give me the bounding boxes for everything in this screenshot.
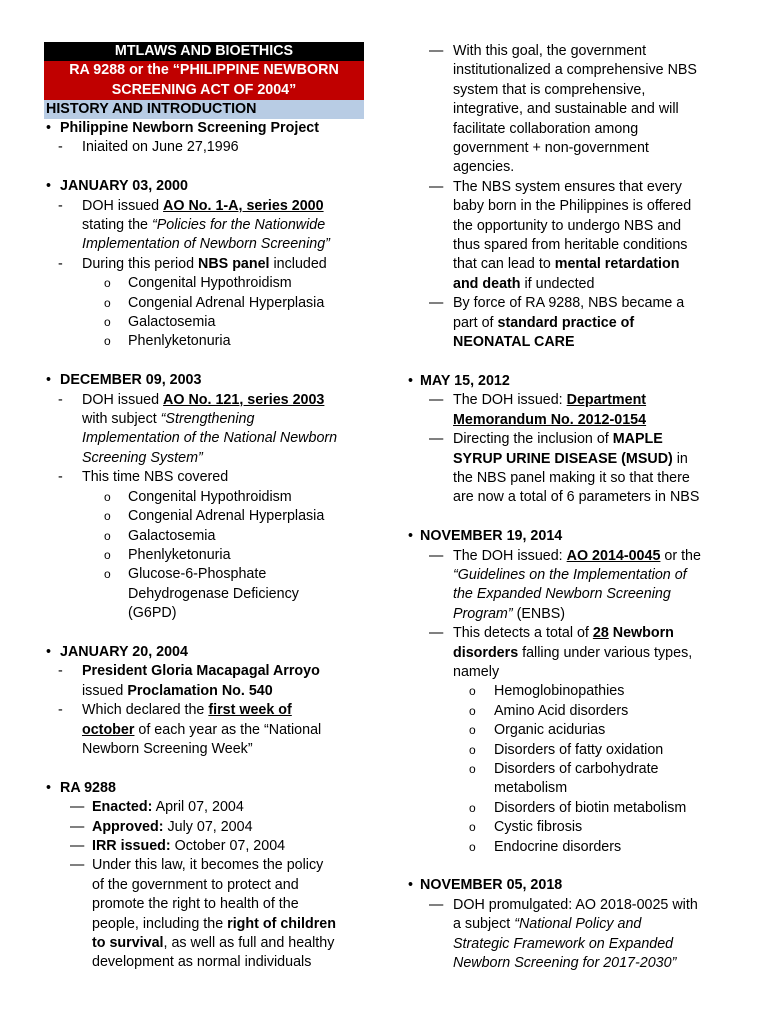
list-item: - During this period NBS panel included xyxy=(58,255,327,272)
list-item: o Galactosemia xyxy=(104,527,216,544)
heading-dec-2003: • DECEMBER 09, 2003 xyxy=(46,372,202,389)
list-item: - President Gloria Macapagal Arroyo xyxy=(58,663,320,680)
heading-ra-9288: • RA 9288 xyxy=(46,779,116,796)
list-item: o Organic acidurias xyxy=(469,722,606,739)
heading-nov-2018: • NOVEMBER 05, 2018 xyxy=(408,877,563,894)
law-title: RA 9288 or the “PHILIPPINE NEWBORN SCREENING ACT OF 2004” xyxy=(44,61,364,100)
list-item: o Galactosemia xyxy=(104,314,216,331)
list-item: o Congenital Hypothroidism xyxy=(104,275,292,292)
list-item: o Hemoglobinopathies xyxy=(469,683,625,700)
list-item: o Phenlyketonuria xyxy=(104,333,231,350)
course-title: MTLAWS AND BIOETHICS xyxy=(44,42,364,61)
heading-jan-2004: • JANUARY 20, 2004 xyxy=(46,643,188,660)
list-item: o Endocrine disorders xyxy=(469,838,622,855)
list-item: — Under this law, it becomes the policy xyxy=(70,857,324,874)
list-item: — IRR issued: October 07, 2004 xyxy=(70,837,286,854)
list-item: — By force of RA 9288, NBS became a xyxy=(429,295,685,312)
right-column: — With this goal, the government institutionalized a comprehensive NBS system that is comprehensive, integrative, and sustainable and will facilitate collaboration among government + non-government agencies. — The NBS system ensures that every baby born in the Philippines is offered the opportunity to undergo NBS and thus spared from heritable conditions that can lead to mental retardation and death if undected — By force of RA 9288, NBS became a part of standard practice of NEONATAL CARE • MAY 15, 2012 — The DOH issued: Department Memorandum No. 2012-0154 — Directing the inclusion of MAPLE SYRUP URINE DISEASE (MSUD) in the NBS panel making it so that there are now a total of 6 parameters in NBS • NOVEMBER 19, 2014 — The DOH issued: AO 2014-0045 or the “Guidelines on the Implementation of the Expanded Newborn Screening Program” (ENBS) — This detects a total of 28 Newborn disorders falling under various types, namely o Hemoglobinopathies o Amino Acid disorders o Organic acidurias o Disorders of fatty oxidation o Disorders of carbohydrate metabolism o Disorders of biotin metabolism o Cystic fibrosis o Endocrine disorders • NOVEMBER 05, 2018 — DOH promulgated: AO 2018-0025 with a subject “National Policy and Strategic Framework on Expanded Newborn Screening for 2017-2030” xyxy=(402,42,732,973)
list-item: o Amino Acid disorders xyxy=(469,702,629,719)
heading-nbs-project: • Philippine Newborn Screening Project xyxy=(46,120,319,136)
list-item: — The DOH issued: AO 2014-0045 or the xyxy=(429,547,701,564)
section-title: HISTORY AND INTRODUCTION xyxy=(44,100,364,119)
list-item: — This detects a total of 28 Newborn xyxy=(429,625,674,642)
list-item: o Glucose-6-Phosphate xyxy=(104,566,267,583)
list-item: o Congenial Adrenal Hyperplasia xyxy=(104,294,325,311)
left-column: MTLAWS AND BIOETHICS RA 9288 or the “PHILIPPINE NEWBORN SCREENING ACT OF 2004” HISTORY AND INTRODUCTION • Philippine Newborn Screening Project - Iniaited on June 27,1996 • JANUARY 03, 2000 - DOH issued AO No. 1-A, series 2000 stating the “Policies for the Nationwide Implementation of Newborn Screening” - During this period NBS panel included o Congenital Hypothroidism o Congenial Adrenal Hyperplasia o Galactosemia o Phenlyketonuria • DECEMBER 09, 2003 - DOH issued AO No. 121, series 2003 with subject “Strengthening Implementation of the National Newborn Screening System” - This time NBS covered o Congenital Hypothroidism o Congenial Adrenal Hyperplasia o Galactosemia o Phenlyketonuria o Glucose-6-Phosphate Dehydrogenase Deficiency (G6PD) • JANUARY 20, 2004 - President Gloria Macapagal Arroyo issued Proclamation No. 540 - Which declared the first week of october of each year as the “National Newborn Screening Week” • RA 9288 — Enacted: April 07, 2004 — Approved: July 07, 2004 — IRR issued: October 07, 2004 — Under this law, it becomes the policy of the government to protect and promote the right to health of the people, including the right of children to survival, as well as full and healthy development as normal individuals xyxy=(44,42,364,973)
list-item: — The DOH issued: Department xyxy=(429,392,647,409)
heading-may-2012: • MAY 15, 2012 xyxy=(408,372,510,389)
list-item: o Phenlyketonuria xyxy=(104,546,231,563)
heading-nov-2014: • NOVEMBER 19, 2014 xyxy=(408,528,563,545)
list-item: - DOH issued AO No. 121, series 2003 xyxy=(58,391,325,408)
list-item: o Disorders of carbohydrate xyxy=(469,761,659,777)
heading-jan-2000: • JANUARY 03, 2000 xyxy=(46,178,188,195)
list-item: o Disorders of fatty oxidation xyxy=(469,741,664,758)
list-item: o Congenital Hypothroidism xyxy=(104,488,292,505)
list-item: - DOH issued AO No. 1-A, series 2000 xyxy=(58,197,324,214)
list-item: - Iniaited on June 27,1996 xyxy=(58,139,239,156)
list-item: — Approved: July 07, 2004 xyxy=(70,818,253,835)
list-item: — DOH promulgated: AO 2018-0025 with xyxy=(429,896,698,913)
list-item: — With this goal, the government xyxy=(429,43,647,59)
list-item: — The NBS system ensures that every xyxy=(429,178,682,195)
list-item: - This time NBS covered xyxy=(58,469,229,486)
list-item: — Directing the inclusion of MAPLE xyxy=(429,431,663,448)
list-item: o Cystic fibrosis xyxy=(469,819,583,836)
list-item: — Enacted: April 07, 2004 xyxy=(70,799,244,816)
list-item: o Disorders of biotin metabolism xyxy=(469,799,687,816)
list-item: - Which declared the first week of xyxy=(58,702,292,719)
list-item: o Congenial Adrenal Hyperplasia xyxy=(104,508,325,525)
